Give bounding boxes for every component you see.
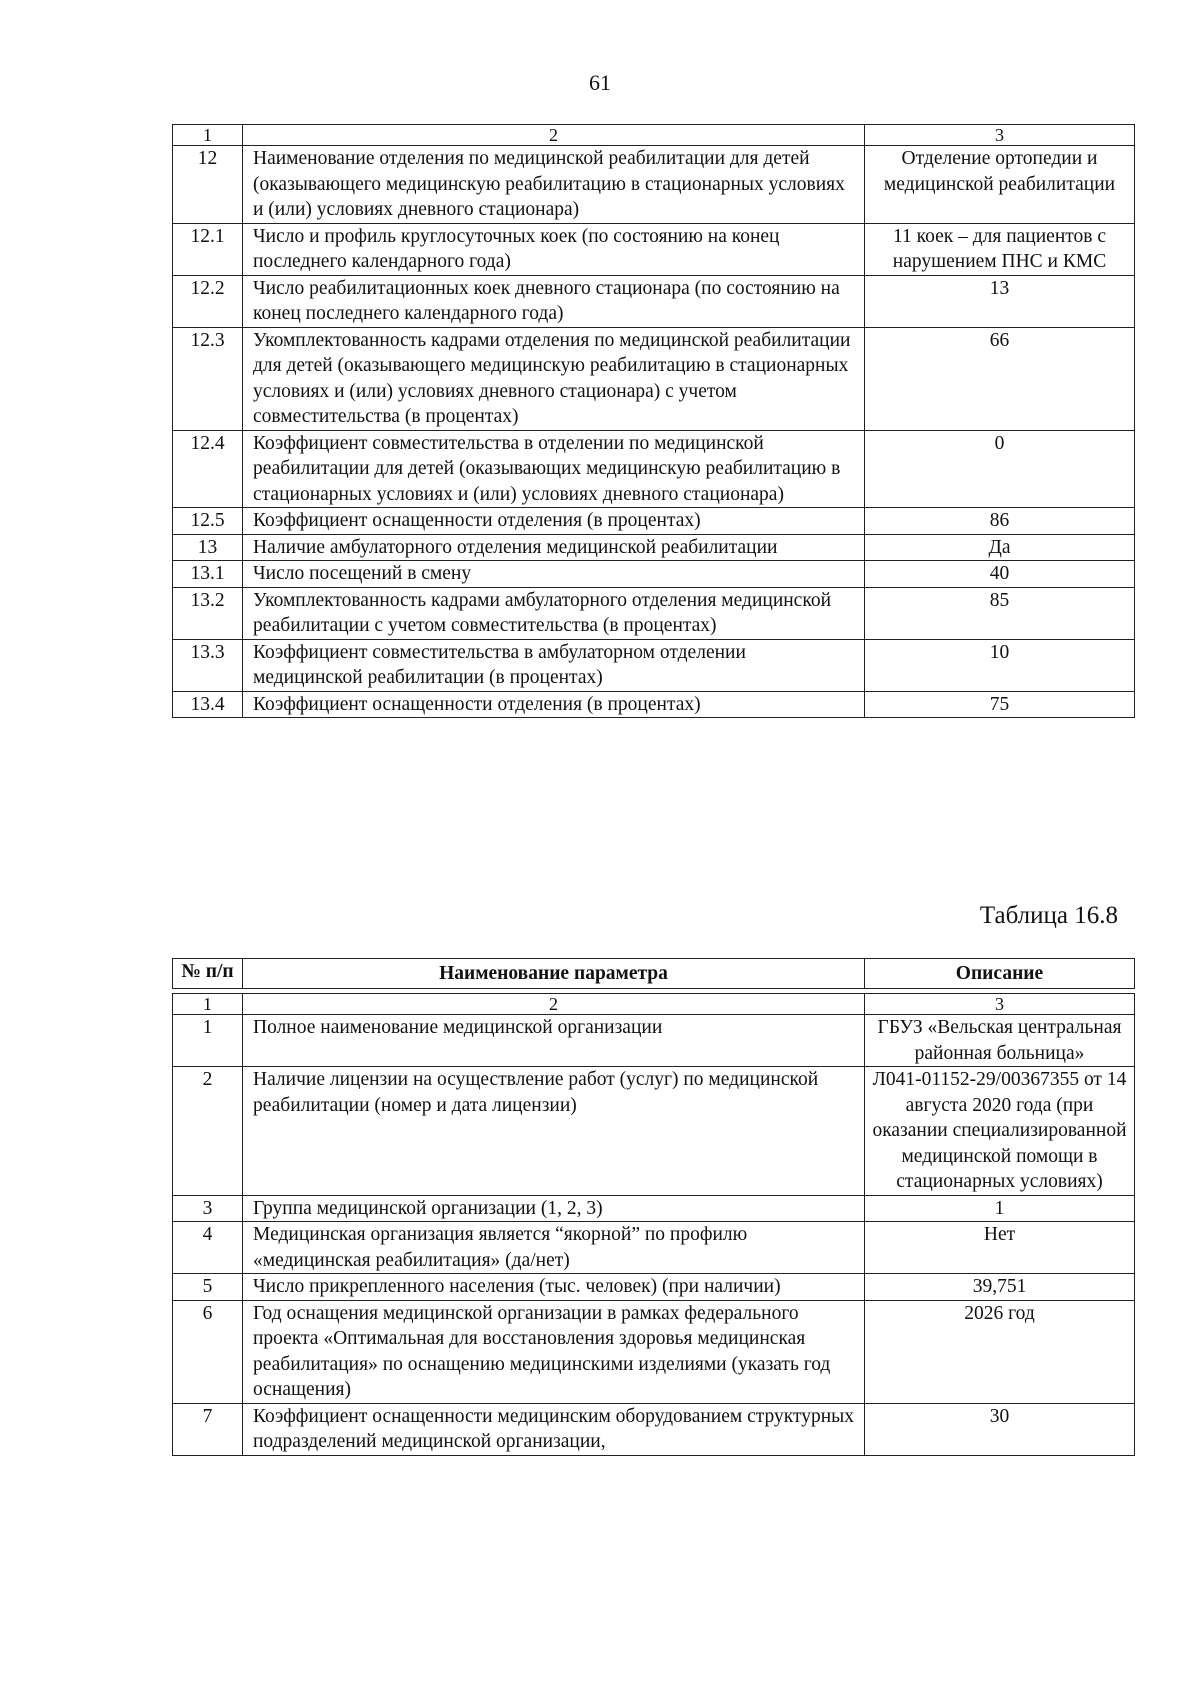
table-row	[173, 1403, 1135, 1455]
row-parameter: Число посещений в смену	[243, 561, 865, 588]
row-number: 12.3	[173, 327, 243, 430]
row-parameter: Коэффициент совместительства в амбулаторном отделении медицинской реабилитации (в процентах)	[243, 639, 865, 691]
row-value: 75	[865, 691, 1135, 718]
row-parameter: Укомплектованность кадрами амбулаторного отделения медицинской реабилитации с учетом совместительства (в процентах)	[243, 587, 865, 639]
table-row	[173, 1195, 1135, 1222]
header-parameter: Наименование параметра	[243, 959, 865, 989]
row-value: Л041-01152-29/00367355 от 14 августа 2020 года (при оказании специализированной медицинской помощи в стационарных условиях)	[865, 1067, 1135, 1196]
row-value: 13	[865, 275, 1135, 327]
row-parameter: Медицинская организация является “якорной” по профилю «медицинская реабилитация» (да/нет)	[243, 1222, 865, 1274]
table-row	[173, 1067, 1135, 1196]
col-number-3: 3	[865, 994, 1135, 1015]
row-value: Нет	[865, 1222, 1135, 1274]
table-row	[173, 146, 1135, 224]
table-header-row	[173, 959, 1135, 989]
row-parameter: Коэффициент оснащенности отделения (в процентах)	[243, 691, 865, 718]
col-number-3: 3	[865, 125, 1135, 146]
row-value: ГБУЗ «Вельская центральная районная больница»	[865, 1015, 1135, 1067]
row-parameter: Группа медицинской организации (1, 2, 3)	[243, 1195, 865, 1222]
table-organization-parameters	[172, 958, 1135, 1456]
row-number: 12	[173, 146, 243, 224]
row-value: 11 коек – для пациентов с нарушением ПНС и КМС	[865, 223, 1135, 275]
table-row	[173, 691, 1135, 718]
row-number: 12.4	[173, 430, 243, 508]
row-value: 10	[865, 639, 1135, 691]
row-parameter: Укомплектованность кадрами отделения по медицинской реабилитации для детей (оказывающего медицинскую реабилитацию в стационарных условиях и (или) условиях дневного стационара) с учетом совместительства (в процентах)	[243, 327, 865, 430]
table-row	[173, 223, 1135, 275]
row-number: 4	[173, 1222, 243, 1274]
row-parameter: Число и профиль круглосуточных коек (по состоянию на конец последнего календарного года)	[243, 223, 865, 275]
col-number-2: 2	[243, 994, 865, 1015]
header-description: Описание	[865, 959, 1135, 989]
row-number: 1	[173, 1015, 243, 1067]
row-value: 1	[865, 1195, 1135, 1222]
column-number-row	[173, 125, 1135, 146]
row-number: 5	[173, 1274, 243, 1301]
row-number: 12.5	[173, 508, 243, 535]
table-row	[173, 275, 1135, 327]
table-row	[173, 327, 1135, 430]
row-parameter: Наименование отделения по медицинской реабилитации для детей (оказывающего медицинскую реабилитацию в стационарных условиях и (или) условиях дневного стационара)	[243, 146, 865, 224]
row-value: Отделение ортопедии и медицинской реабилитации	[865, 146, 1135, 224]
row-parameter: Число прикрепленного населения (тыс. человек) (при наличии)	[243, 1274, 865, 1301]
col-number-2: 2	[243, 125, 865, 146]
row-number: 13.3	[173, 639, 243, 691]
row-value: 2026 год	[865, 1300, 1135, 1403]
row-parameter: Коэффициент оснащенности отделения (в процентах)	[243, 508, 865, 535]
row-number: 13.1	[173, 561, 243, 588]
header-number: № п/п	[173, 959, 243, 989]
row-number: 13	[173, 534, 243, 561]
row-value: 40	[865, 561, 1135, 588]
table-row	[173, 639, 1135, 691]
row-parameter: Коэффициент оснащенности медицинским оборудованием структурных подразделений медицинской организации,	[243, 1403, 865, 1455]
row-number: 6	[173, 1300, 243, 1403]
row-parameter: Число реабилитационных коек дневного стационара (по состоянию на конец последнего календарного года)	[243, 275, 865, 327]
row-value: 85	[865, 587, 1135, 639]
col-number-1: 1	[173, 994, 243, 1015]
row-number: 12.2	[173, 275, 243, 327]
table-row	[173, 1274, 1135, 1301]
row-number: 12.1	[173, 223, 243, 275]
row-value: 39,751	[865, 1274, 1135, 1301]
table-row	[173, 1015, 1135, 1067]
row-number: 13.4	[173, 691, 243, 718]
row-value: 66	[865, 327, 1135, 430]
row-parameter: Наличие амбулаторного отделения медицинской реабилитации	[243, 534, 865, 561]
row-parameter: Коэффициент совместительства в отделении по медицинской реабилитации для детей (оказывающих медицинскую реабилитацию в стационарных условиях и (или) условиях дневного стационара)	[243, 430, 865, 508]
row-value: 0	[865, 430, 1135, 508]
table-row	[173, 508, 1135, 535]
row-value: Да	[865, 534, 1135, 561]
table-row	[173, 1300, 1135, 1403]
table-row	[173, 1222, 1135, 1274]
table-rehab-departments	[172, 124, 1135, 718]
row-number: 3	[173, 1195, 243, 1222]
row-number: 7	[173, 1403, 243, 1455]
row-number: 2	[173, 1067, 243, 1196]
page-number: 61	[589, 70, 611, 95]
row-value: 30	[865, 1403, 1135, 1455]
table-row	[173, 534, 1135, 561]
table-caption: Таблица 16.8	[979, 902, 1118, 929]
table-row	[173, 430, 1135, 508]
row-parameter: Полное наименование медицинской организации	[243, 1015, 865, 1067]
table-row	[173, 587, 1135, 639]
row-value: 86	[865, 508, 1135, 535]
row-parameter: Год оснащения медицинской организации в рамках федерального проекта «Оптимальная для восстановления здоровья медицинская реабилитация» по оснащению медицинскими изделиями (указать год оснащения)	[243, 1300, 865, 1403]
row-number: 13.2	[173, 587, 243, 639]
column-number-row	[173, 994, 1135, 1015]
table-row	[173, 561, 1135, 588]
row-parameter: Наличие лицензии на осуществление работ (услуг) по медицинской реабилитации (номер и дата лицензии)	[243, 1067, 865, 1196]
col-number-1: 1	[173, 125, 243, 146]
